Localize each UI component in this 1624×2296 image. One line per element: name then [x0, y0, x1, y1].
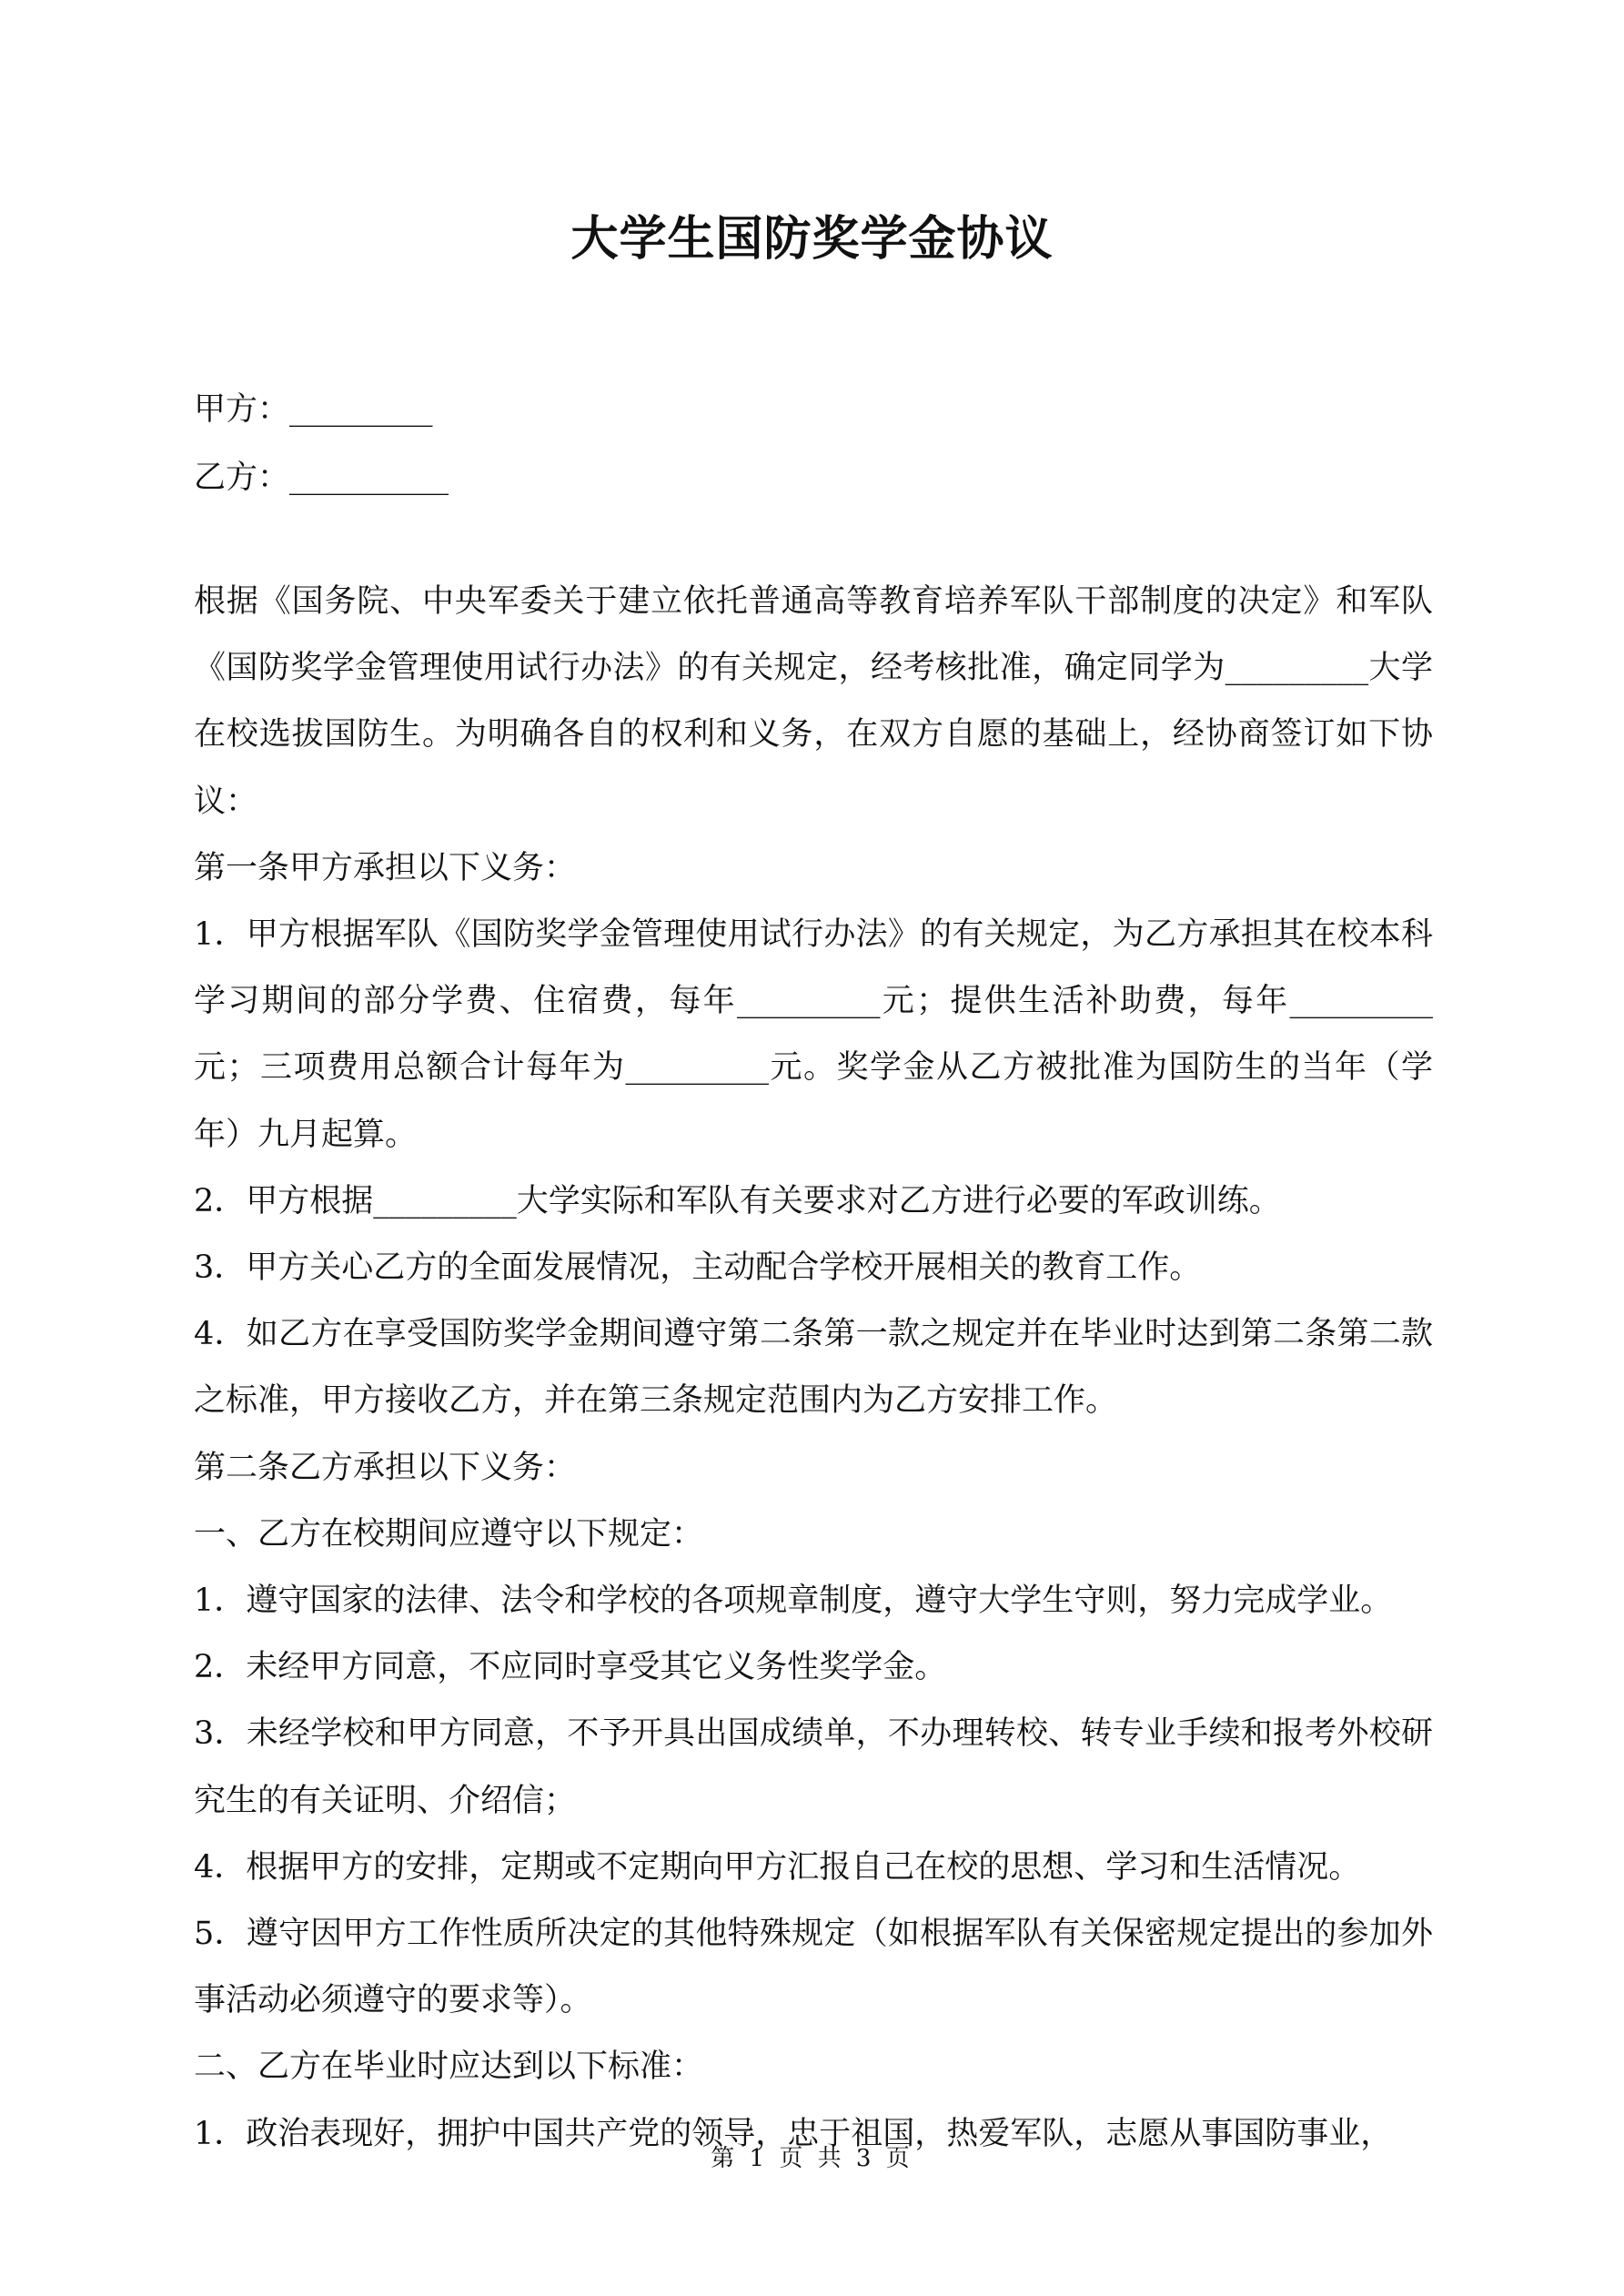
article-2-section-2-item-1: 1．政治表现好，拥护中国共产党的领导，忠于祖国，热爱军队，志愿从事国防事业，: [194, 2115, 1393, 2152]
article-2-section-2-heading: 二、乙方在毕业时应达到以下标准：: [194, 2048, 704, 2086]
article-2-section-1-item-3: 3．未经学校和甲方同意，不予开具出国成绩单，不办理转校、转专业手续和报考外校研究生的有关证明、介绍信；: [194, 1715, 1433, 1819]
party-a-line: 甲方：_________: [194, 391, 433, 428]
article-2-section-1-item-2: 2．未经甲方同意，不应同时享受其它义务性奖学金。: [194, 1649, 947, 1686]
article-2-heading: 第二条乙方承担以下义务：: [194, 1449, 577, 1486]
article-1-clause-3: 3．甲方关心乙方的全面发展情况，主动配合学校开展相关的教育工作。: [194, 1249, 1202, 1287]
agreement-body: [194, 569, 1433, 2168]
intro-paragraph: 根据《国务院、中央军委关于建立依托普通高等教育培养军队干部制度的决定》和军队《国防奖学金管理使用试行办法》的有关规定，经考核批准，确定同学为_________大学在校选拔国防生。为明确各自的权利和义务，在双方自愿的基础上，经协商签订如下协议：: [194, 583, 1433, 820]
article-1-clause-4: 4．如乙方在享受国防奖学金期间遵守第二条第一款之规定并在毕业时达到第二条第二款之标准，甲方接收乙方，并在第三条规定范围内为乙方安排工作。: [194, 1316, 1433, 1420]
article-1-clause-1: 1．甲方根据军队《国防奖学金管理使用试行办法》的有关规定，为乙方承担其在校本科学习期间的部分学费、住宿费，每年_________元；提供生活补助费，每年_________元；三项费用总额合计每年为_________元。奖学金从乙方被批准为国防生的当年（学年）九月起算。: [194, 916, 1433, 1153]
article-2-section-1-heading: 一、乙方在校期间应遵守以下规定：: [194, 1515, 704, 1553]
page-footer: 第 1 页 共 3 页: [711, 2145, 913, 2172]
article-1-clause-2: 2．甲方根据_________大学实际和军队有关要求对乙方进行必要的军政训练。: [194, 1182, 1281, 1219]
article-1-heading: 第一条甲方承担以下义务：: [194, 849, 577, 886]
document-title: 大学生国防奖学金协议: [570, 211, 1054, 267]
article-2-section-1-item-5: 5．遵守因甲方工作性质所决定的其他特殊规定（如根据军队有关保密规定提出的参加外事活动必须遵守的要求等）。: [194, 1916, 1433, 2019]
article-2-section-1-item-1: 1．遵守国家的法律、法令和学校的各项规章制度，遵守大学生守则，努力完成学业。: [194, 1583, 1393, 1620]
article-2-section-1-item-4: 4．根据甲方的安排，定期或不定期向甲方汇报自己在校的思想、学习和生活情况。: [194, 1848, 1361, 1886]
party-b-line: 乙方：__________: [194, 460, 449, 496]
